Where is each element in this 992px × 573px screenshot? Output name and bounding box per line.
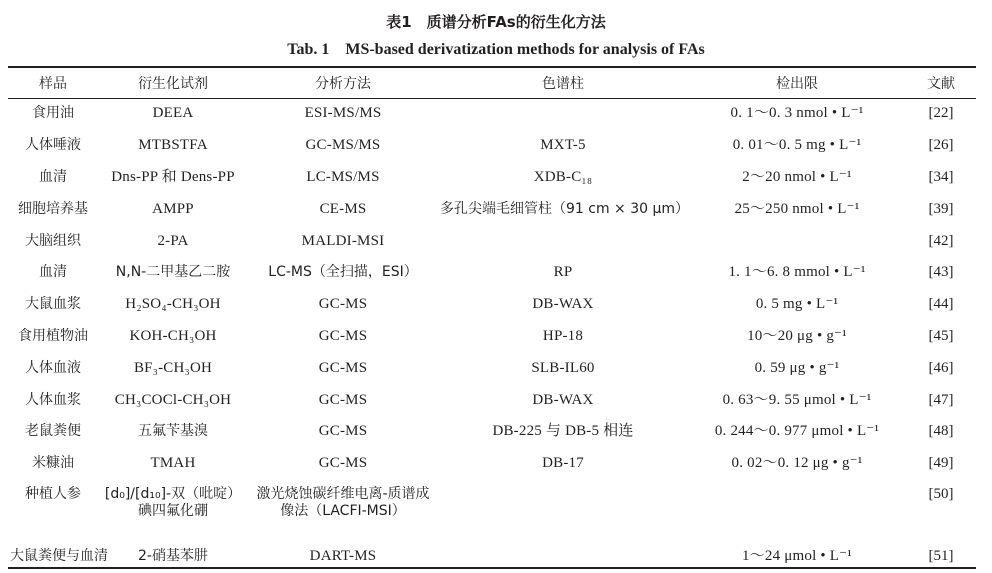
cell-column: HP-18 <box>542 327 584 344</box>
cell-reference: [42] <box>928 232 954 249</box>
cell-column: MXT-5 <box>540 137 586 154</box>
cell-reference: [45] <box>928 327 954 344</box>
header-method: 分析方法 <box>315 76 371 92</box>
cell-sample: 人体唾液 <box>25 137 81 154</box>
cell-sample: 老鼠粪便 <box>25 423 81 440</box>
cell-sample: 大脑组织 <box>25 232 81 249</box>
cell-sample: 米糠油 <box>32 455 74 472</box>
cell-reference: [34] <box>928 168 954 185</box>
cell-reagent: 2-PA <box>157 232 189 249</box>
cell-method: LC-MS（全扫描，ESI） <box>268 264 418 281</box>
table-row <box>8 480 976 541</box>
cell-column: DB-WAX <box>532 296 594 313</box>
table-caption-chinese: 表1 质谱分析FAs的衍生化方法 <box>386 13 606 31</box>
cell-reagent: [d₀]/[d₁₀]-双（吡啶）碘四氟化硼 <box>104 485 242 519</box>
table-row <box>8 289 976 321</box>
cell-method: CE-MS <box>319 200 367 217</box>
header-reference: 文献 <box>927 76 955 92</box>
cell-detection-limit: 2～20 nmol • L⁻¹ <box>742 168 852 185</box>
cell-column: DB-17 <box>542 455 584 472</box>
table-row <box>8 225 976 257</box>
header-reagent: 衍生化试剂 <box>138 76 208 92</box>
cell-column: RP <box>553 264 573 281</box>
cell-detection-limit: 0. 244～0. 977 μmol • L⁻¹ <box>714 423 880 440</box>
cell-reagent: KOH-CH₃OH <box>129 327 217 344</box>
cell-reference: [39] <box>928 200 954 217</box>
cell-method: GC-MS <box>318 423 368 440</box>
table-row <box>8 352 976 384</box>
cell-sample: 血清 <box>39 264 67 281</box>
header-column: 色谱柱 <box>542 76 584 92</box>
cell-reagent: CH₃COCl-CH₃OH <box>114 391 232 408</box>
table-caption-english: Tab. 1 MS-based derivatization methods for analysis of FAs <box>287 41 705 58</box>
table-row <box>8 130 976 162</box>
cell-reference: [49] <box>928 455 954 472</box>
cell-detection-limit <box>688 225 906 257</box>
table-row <box>8 193 976 225</box>
cell-reagent: 五氟苄基溴 <box>138 423 208 440</box>
cell-sample: 人体血浆 <box>25 391 81 408</box>
cell-reference: [51] <box>928 547 954 564</box>
cell-detection-limit: 1～24 μmol • L⁻¹ <box>742 547 852 564</box>
table-row <box>8 162 976 194</box>
cell-method: 激光烧蚀碳纤维电离-质谱成像法（LACFI-MSI） <box>256 485 430 519</box>
cell-method: LC-MS/MS <box>306 168 380 185</box>
cell-column <box>438 225 688 257</box>
cell-detection-limit: 0. 02～0. 12 μg • g⁻¹ <box>731 455 863 472</box>
table-row <box>8 257 976 289</box>
derivatization-methods-table <box>8 68 976 572</box>
cell-detection-limit: 0. 5 mg • L⁻¹ <box>755 296 839 313</box>
cell-sample: 食用油 <box>32 105 74 122</box>
cell-reagent: Dns-PP 和 Dens-PP <box>111 168 235 185</box>
cell-reagent: AMPP <box>152 200 194 217</box>
cell-column <box>438 480 688 541</box>
cell-column: SLB-IL60 <box>531 359 595 376</box>
cell-sample: 大鼠粪便与血清 <box>10 547 108 564</box>
cell-reagent: N,N-二甲基乙二胺 <box>115 264 231 281</box>
cell-detection-limit: 25～250 nmol • L⁻¹ <box>734 200 860 217</box>
header-detection-limit: 检出限 <box>776 76 818 92</box>
cell-sample: 细胞培养基 <box>18 200 88 217</box>
cell-reference: [48] <box>928 423 954 440</box>
cell-column: 多孔尖端毛细管柱（91 cm × 30 μm） <box>440 200 690 217</box>
cell-reagent: MTBSTFA <box>138 137 208 154</box>
table-row <box>8 541 976 573</box>
cell-detection-limit: 0. 63～9. 55 μmol • L⁻¹ <box>722 391 872 408</box>
table-row <box>8 448 976 480</box>
cell-detection-limit <box>688 480 906 541</box>
cell-reagent: 2-硝基苯肼 <box>138 547 208 564</box>
cell-sample: 大鼠血浆 <box>25 296 81 313</box>
cell-column: DB-WAX <box>532 391 594 408</box>
cell-sample: 种植人参 <box>25 485 81 502</box>
cell-detection-limit: 10～20 μg • g⁻¹ <box>747 327 847 344</box>
cell-reference: [44] <box>928 296 954 313</box>
cell-column: DB-225 与 DB-5 相连 <box>492 423 634 440</box>
cell-method: GC-MS <box>318 359 368 376</box>
cell-sample: 血清 <box>39 168 67 185</box>
cell-column: XDB-C₁₈ <box>533 168 593 185</box>
cell-column <box>438 541 688 573</box>
cell-reference: [22] <box>928 105 954 122</box>
cell-method: MALDI-MSI <box>301 232 385 249</box>
cell-reagent: TMAH <box>150 455 196 472</box>
cell-detection-limit: 0. 1～0. 3 nmol • L⁻¹ <box>730 105 864 122</box>
cell-reagent: DEEA <box>152 105 194 122</box>
cell-sample: 人体血液 <box>25 359 81 376</box>
cell-detection-limit: 0. 59 μg • g⁻¹ <box>754 359 840 376</box>
header-sample: 样品 <box>39 76 67 92</box>
cell-reagent: H₂SO₄-CH₃OH <box>125 296 221 313</box>
cell-method: GC-MS/MS <box>305 137 381 154</box>
table-row <box>8 98 976 130</box>
cell-sample: 食用植物油 <box>18 327 88 344</box>
table-header-row <box>8 68 976 98</box>
table-row <box>8 321 976 353</box>
cell-method: GC-MS <box>318 391 368 408</box>
cell-method: GC-MS <box>318 296 368 313</box>
cell-reference: [50] <box>928 485 954 502</box>
cell-reference: [26] <box>928 137 954 154</box>
cell-method: DART-MS <box>309 547 377 564</box>
cell-method: ESI-MS/MS <box>304 105 382 122</box>
table-row <box>8 416 976 448</box>
cell-method: GC-MS <box>318 455 368 472</box>
cell-reference: [43] <box>928 264 954 281</box>
cell-detection-limit: 1. 1～6. 8 mmol • L⁻¹ <box>728 264 866 281</box>
cell-method: GC-MS <box>318 327 368 344</box>
cell-column <box>438 98 688 130</box>
cell-detection-limit: 0. 01～0. 5 mg • L⁻¹ <box>732 137 862 154</box>
table-row <box>8 384 976 416</box>
cell-reference: [46] <box>928 359 954 376</box>
cell-reagent: BF₃-CH₃OH <box>133 359 213 376</box>
cell-reference: [47] <box>928 391 954 408</box>
